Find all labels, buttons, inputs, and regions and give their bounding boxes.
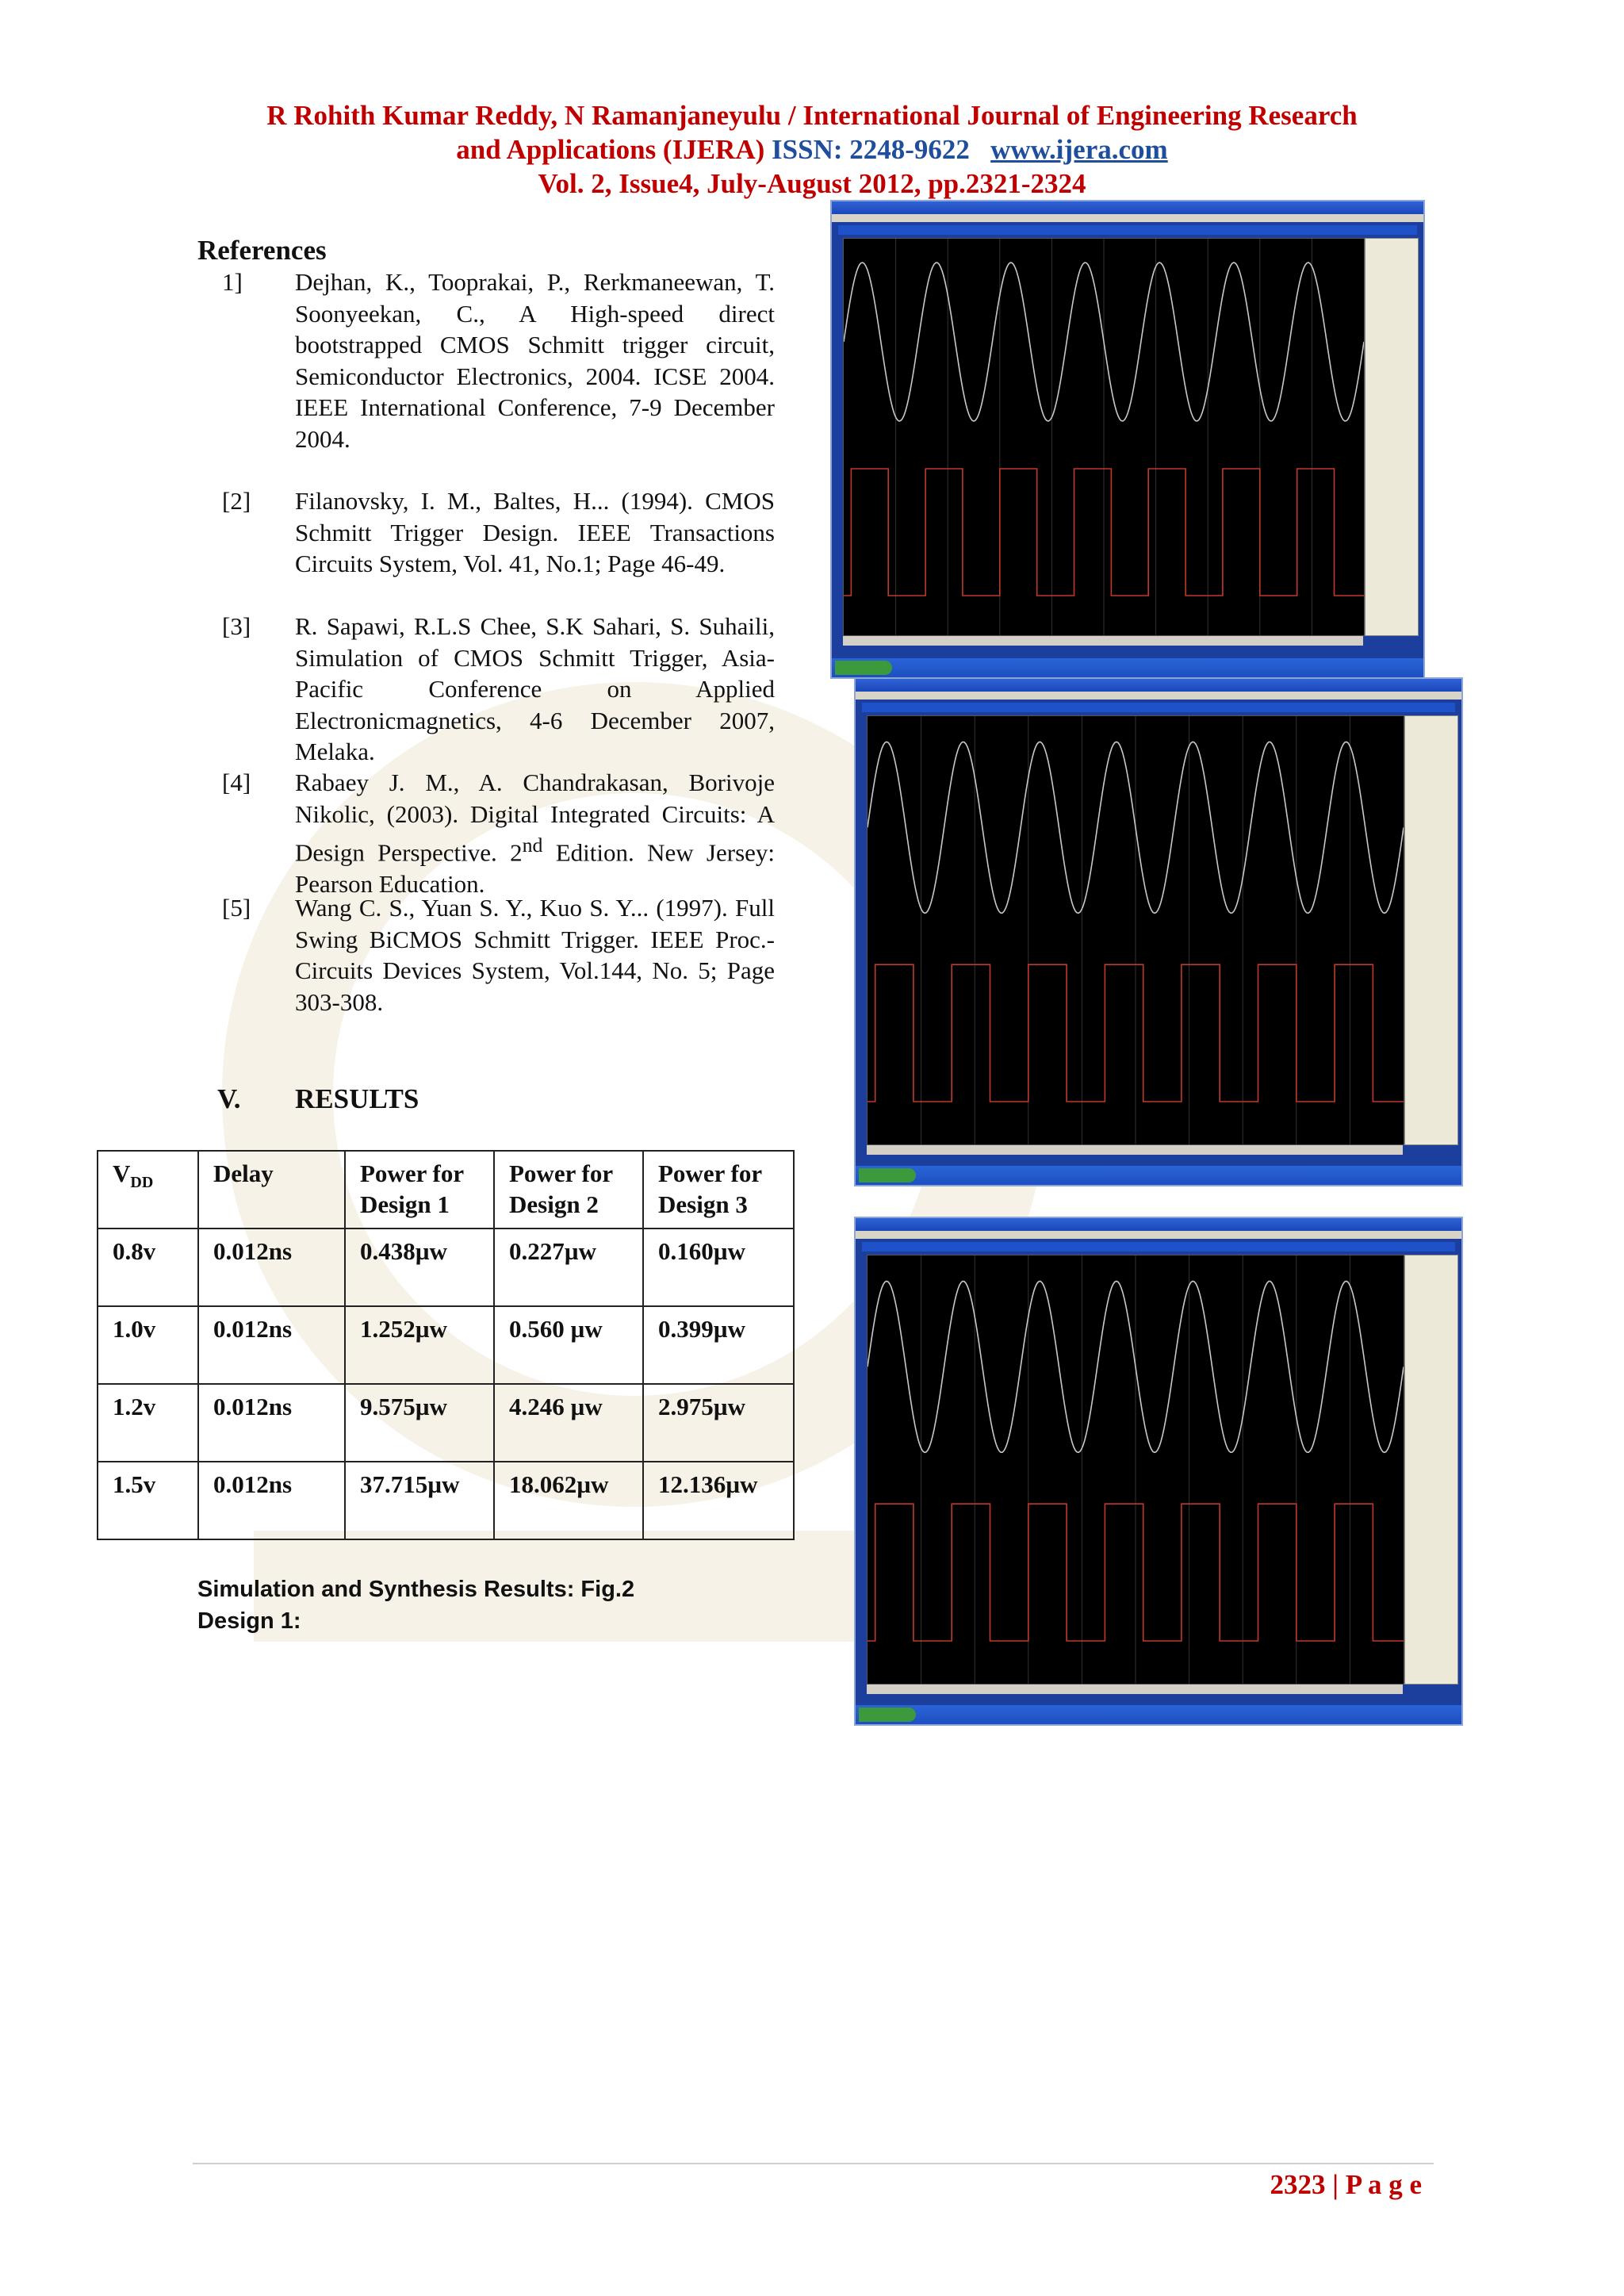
table-row [98,1228,794,1306]
waveform-svg [868,1255,1404,1684]
table-cell: 0.012ns [198,1306,345,1384]
table-row [98,1384,794,1462]
table-row [98,1306,794,1384]
table-cell: 18.062µw [494,1462,643,1539]
window-title-bar [832,201,1423,214]
reference-number: [5] [222,894,251,922]
taskbar [856,1166,1461,1185]
menu-bar [832,214,1423,222]
taskbar [856,1705,1461,1724]
table-cell: 1.2v [98,1384,198,1462]
window-title-bar [856,679,1461,692]
table-cell: 9.575µw [345,1384,494,1462]
window-title-bar [856,1218,1461,1231]
table-cell: 0.399µw [643,1306,794,1384]
diagram-tabs [867,1685,1403,1694]
results-table [97,1150,795,1540]
table-row [98,1462,794,1539]
reference-number: [4] [222,769,251,796]
control-side-panel [1404,1255,1458,1685]
superscript-nd: nd [522,834,543,857]
table-cell: 1.252µw [345,1306,494,1384]
waveform-svg [868,716,1404,1144]
table-header-power-design-2: Power for Design 2 [494,1151,643,1228]
journal-header [0,98,1624,201]
start-button [835,661,892,675]
page-number: 2323 | P a g e [1270,2169,1422,2200]
table-header-delay: Delay [198,1151,345,1228]
table-cell: 4.246 µw [494,1384,643,1462]
waveform-plot [843,238,1365,636]
reference-text: Dejhan, K., Tooprakai, P., Rerkmaneewan, T. Soonyeekan, C., A High-speed direct bootstrapped CMOS Schmitt trigger circuit, Semiconductor Electronics, 2004. ICSE 2004. IEEE International Conference, 7-9 December 2004. [295,268,775,453]
table-cell: 37.715µw [345,1462,494,1539]
simulation-screenshot-3 [854,1217,1463,1726]
inner-window-title-bar [862,1242,1455,1251]
reference-number: [2] [222,487,251,515]
table-header-row [98,1151,794,1228]
header-journal-line [0,132,1624,167]
menu-bar [856,1231,1461,1239]
table-header-vdd: $V_{DD}$ [98,1151,198,1228]
menu-bar [856,692,1461,700]
start-button [859,1708,916,1722]
figure-caption [197,1573,634,1637]
table-cell: 0.160µw [643,1228,794,1306]
reference-text: Rabaey J. M., A. Chandrakasan, Borivoje Nikolic, (2003). Digital Integrated Circuits: A Design Perspective. 2nd Edition. New Jersey: Pearson Education. [295,769,775,898]
control-side-panel [1404,715,1458,1145]
section-number: V. [217,1083,241,1114]
control-side-panel [1365,238,1419,636]
inner-window-title-bar [862,703,1455,712]
table-cell: 2.975µw [643,1384,794,1462]
inner-window-title-bar [838,225,1417,235]
table-cell: 0.227µw [494,1228,643,1306]
table-cell: 0.012ns [198,1462,345,1539]
table-cell: 1.0v [98,1306,198,1384]
header-issn: ISSN: 2248-9622 [764,134,991,165]
table-cell: 0.012ns [198,1228,345,1306]
start-button [859,1168,916,1182]
simulation-screenshot-2 [854,677,1463,1186]
reference-text: Filanovsky, I. M., Baltes, H... (1994). CMOS Schmitt Trigger Design. IEEE Transactions Circuits System, Vol. 41, No.1; Page 46-49. [295,487,775,577]
header-journal-name: and Applications (IJERA) [456,134,765,165]
simulation-screenshot-1 [830,200,1425,679]
footer-divider [193,2163,1434,2164]
table-header-power-design-3: Power for Design 3 [643,1151,794,1228]
header-authors-line: R Rohith Kumar Reddy, N Ramanjaneyulu / International Journal of Engineering Research [266,100,1358,131]
waveform-plot [867,715,1404,1145]
table-cell: 12.136µw [643,1462,794,1539]
table-cell: 0.8v [98,1228,198,1306]
waveform-svg [844,239,1364,635]
results-heading [217,1083,419,1115]
waveform-plot [867,1255,1404,1685]
reference-text: Wang C. S., Yuan S. Y., Kuo S. Y... (1997). Full Swing BiCMOS Schmitt Trigger. IEEE Proc.-Circuits Devices System, Vol.144, No. 5; Page 303-308. [295,894,775,1016]
references-heading: References [197,235,327,266]
caption-line-2: Design 1: [197,1608,301,1634]
taskbar [832,658,1423,677]
table-cell: 0.560 µw [494,1306,643,1384]
table-header-power-design-1: Power for Design 1 [345,1151,494,1228]
reference-text: R. Sapawi, R.L.S Chee, S.K Sahari, S. Suhaili, Simulation of CMOS Schmitt Trigger, Asia-Pacific Conference on Applied Electronicmagnetics, 4-6 December 2007, Melaka. [295,612,775,765]
table-cell: 0.012ns [198,1384,345,1462]
reference-number: [3] [222,612,251,640]
table-cell: 0.438µw [345,1228,494,1306]
table-cell: 1.5v [98,1462,198,1539]
diagram-tabs [867,1145,1403,1155]
header-volume-line: Vol. 2, Issue4, July-August 2012, pp.2321-2324 [538,168,1086,199]
journal-website-link[interactable]: www.ijera.com [990,134,1168,165]
reference-number: 1] [222,268,243,296]
section-title: RESULTS [295,1083,419,1114]
caption-line-1: Simulation and Synthesis Results: Fig.2 [197,1577,635,1602]
diagram-tabs [843,636,1363,646]
